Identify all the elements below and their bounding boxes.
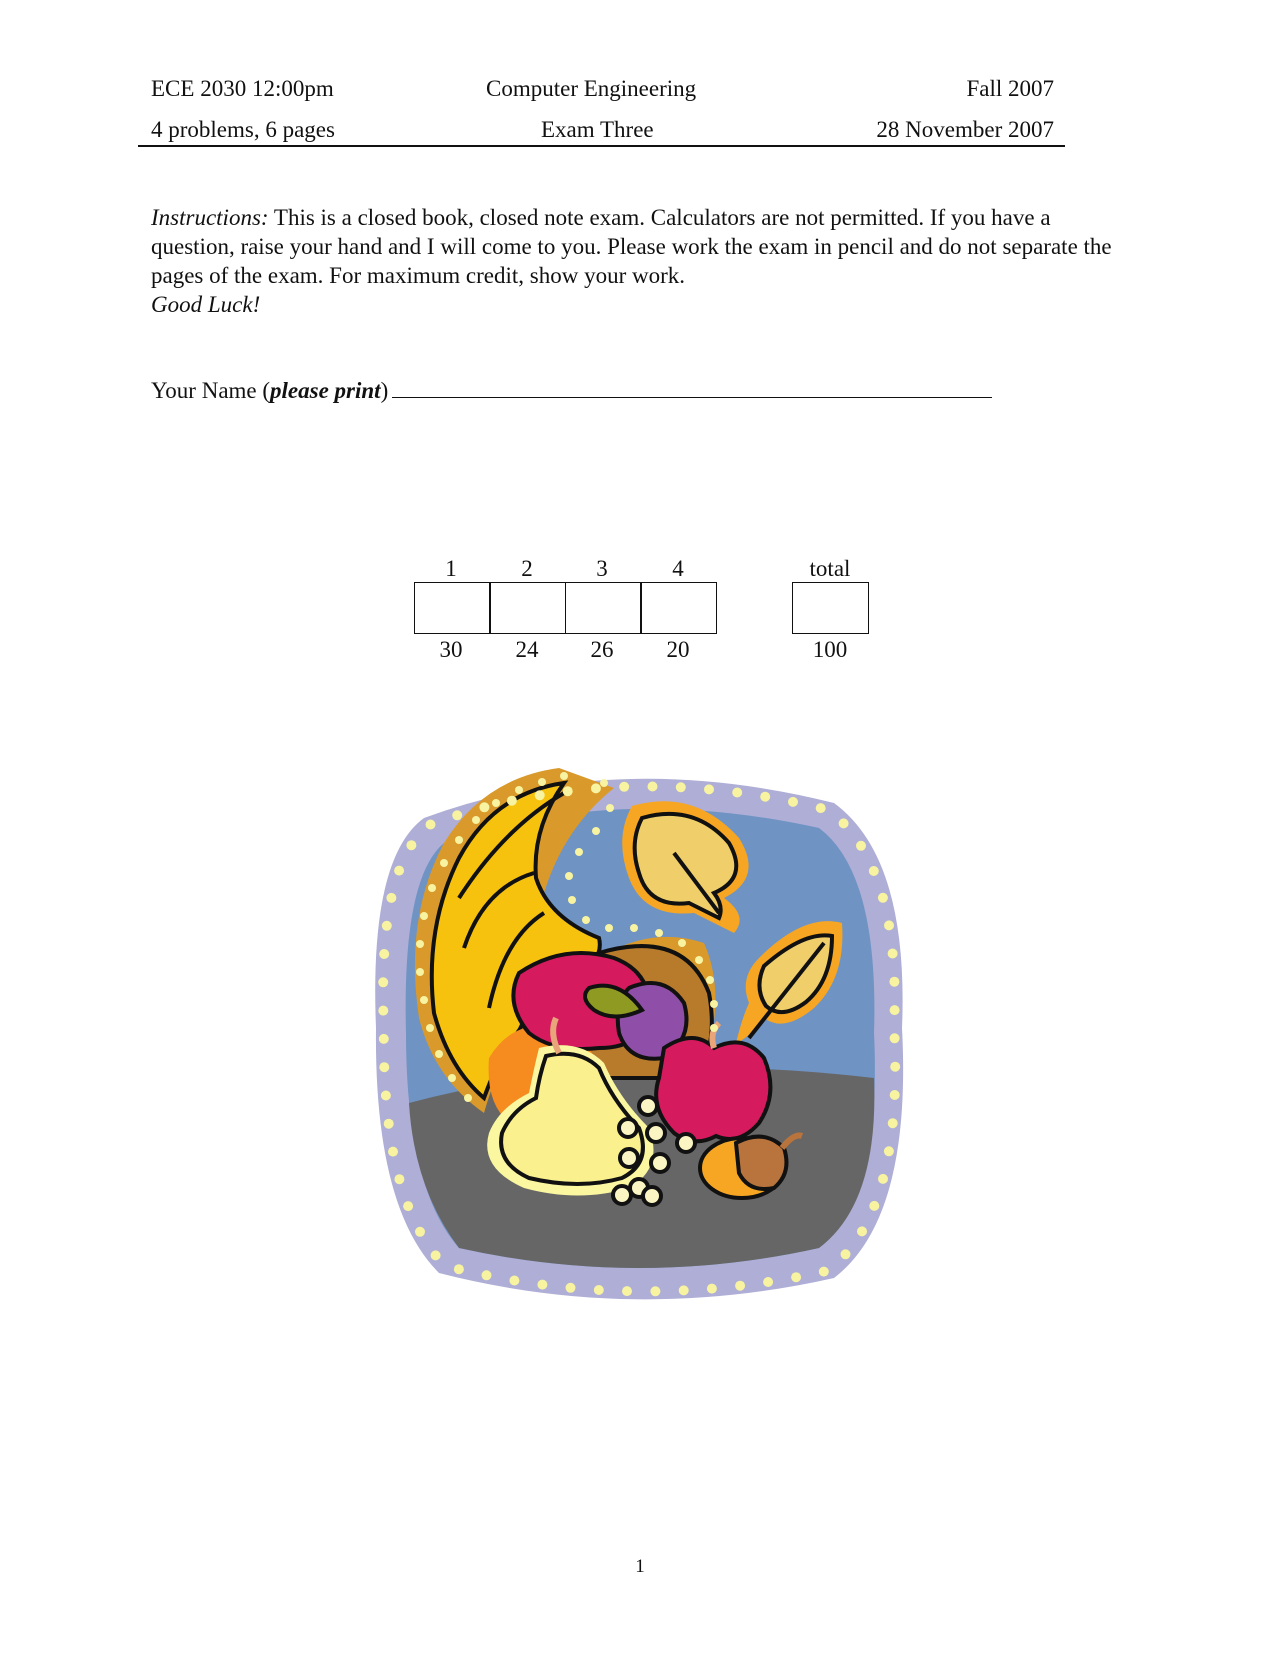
horn-dot	[695, 956, 703, 964]
problem-points: 26	[590, 637, 614, 662]
frame-dot	[415, 1227, 425, 1237]
horn-dot	[515, 786, 523, 794]
instructions	[151, 203, 1131, 319]
horn-dot	[600, 779, 608, 787]
horn-dot	[592, 827, 600, 835]
frame-dot	[878, 893, 888, 903]
horn-dot	[538, 778, 546, 786]
problem-label: 2	[521, 556, 533, 581]
frame-dot	[386, 893, 396, 903]
frame-dot	[888, 949, 898, 959]
horn-dot	[472, 816, 480, 824]
frame-dot	[889, 977, 899, 987]
score-box-4[interactable]	[640, 582, 717, 634]
frame-dot	[537, 1280, 547, 1290]
instructions-lead: Instructions:	[151, 205, 269, 230]
department: Computer Engineering	[486, 76, 697, 101]
name-blank-line[interactable]	[392, 379, 992, 398]
horn-dot	[420, 996, 428, 1004]
total-label: total	[809, 556, 851, 581]
frame-dot	[591, 783, 601, 793]
frame-dot	[763, 1277, 773, 1287]
problem-points: 30	[439, 637, 463, 662]
score-box-2[interactable]	[489, 582, 566, 634]
problem-label: 1	[445, 556, 457, 581]
horn-dot	[605, 924, 613, 932]
frame-dot	[482, 1270, 492, 1280]
instructions-text: This is a closed book, closed note exam. Calculators are not permitted. If you have a question, raise your hand and I will come to you. Please work the exam in pencil and do not separate the pages of the exam. For maximum credit, show your work.	[151, 205, 1112, 288]
horn-dot	[428, 884, 436, 892]
frame-dot	[378, 977, 388, 987]
frame-dot	[403, 1201, 413, 1211]
problem-label: 3	[596, 556, 608, 581]
total-points: 100	[812, 637, 848, 662]
frame-dot	[679, 1285, 689, 1295]
horn-dot	[416, 940, 424, 948]
header-rule	[138, 145, 1065, 147]
horn-dot	[448, 1074, 456, 1082]
fruit-apple-right	[656, 1038, 770, 1141]
course-code: ECE 2030 12:00pm	[151, 76, 334, 101]
horn-dot	[710, 1024, 718, 1032]
frame-dot	[890, 1033, 900, 1043]
frame-dot	[382, 921, 392, 931]
horn-dot	[426, 1024, 434, 1032]
exam-date: 28 November 2007	[876, 117, 1054, 142]
frame-dot	[869, 866, 879, 876]
name-label-emphasis: please print	[270, 378, 381, 403]
frame-dot	[791, 1272, 801, 1282]
frame-dot	[878, 1174, 888, 1184]
frame-dot	[648, 782, 658, 792]
frame-dot	[890, 1090, 900, 1100]
frame-dot	[394, 1174, 404, 1184]
frame-dot	[884, 1146, 894, 1156]
exam-title: Exam Three	[541, 117, 654, 142]
frame-dot	[788, 797, 798, 807]
frame-dot	[869, 1201, 879, 1211]
horn-dot	[440, 859, 448, 867]
problem-label: 4	[672, 556, 684, 581]
frame-dot	[406, 840, 416, 850]
horn-dot	[420, 912, 428, 920]
cornucopia-illustration	[364, 748, 914, 1318]
name-field	[151, 378, 992, 404]
frame-dot	[454, 1264, 464, 1274]
horn-dot	[455, 836, 463, 844]
frame-dot	[735, 1281, 745, 1291]
horn-dot	[655, 929, 663, 937]
frame-dot	[535, 790, 545, 800]
frame-dot	[732, 788, 742, 798]
frame-dot	[707, 1284, 717, 1294]
frame-dot	[509, 1276, 519, 1286]
horn-dot	[435, 1050, 443, 1058]
frame-dot	[704, 784, 714, 794]
frame-dot	[388, 1147, 398, 1157]
frame-dot	[563, 786, 573, 796]
frame-dot	[890, 1005, 900, 1015]
frame-dot	[379, 1034, 389, 1044]
score-box-total[interactable]	[792, 582, 869, 634]
frame-dot	[452, 810, 462, 820]
frame-dot	[857, 1226, 867, 1236]
frame-dot	[884, 920, 894, 930]
page-number: 1	[635, 1556, 645, 1577]
frame-dot	[431, 1250, 441, 1260]
problem-points: 24	[515, 637, 539, 662]
frame-dot	[384, 1119, 394, 1129]
problem-points: 20	[666, 637, 690, 662]
frame-dot	[479, 802, 489, 812]
frame-dot	[619, 782, 629, 792]
frame-dot	[379, 1062, 389, 1072]
horn-dot	[568, 896, 576, 904]
horn-dot	[606, 804, 614, 812]
horn-dot	[630, 924, 638, 932]
instructions-paragraph	[151, 203, 1131, 290]
score-box-3[interactable]	[565, 582, 642, 634]
frame-dot	[378, 1006, 388, 1016]
frame-dot	[819, 1267, 829, 1277]
horn-dot	[492, 799, 500, 807]
horn-dot	[565, 872, 573, 880]
score-box-1[interactable]	[414, 582, 491, 634]
horn-dot	[706, 976, 714, 984]
good-luck: Good Luck!	[151, 292, 261, 317]
frame-dot	[650, 1286, 660, 1296]
horn-dot	[575, 848, 583, 856]
frame-dot	[856, 841, 866, 851]
horn-dot	[710, 1000, 718, 1008]
horn-dot	[678, 939, 686, 947]
frame-dot	[841, 1249, 851, 1259]
horn-dot	[416, 968, 424, 976]
frame-dot	[890, 1062, 900, 1072]
frame-dot	[381, 1091, 391, 1101]
horn-dot	[464, 1094, 472, 1102]
frame-dot	[622, 1286, 632, 1296]
frame-dot	[394, 866, 404, 876]
frame-dot	[507, 796, 517, 806]
frame-dot	[379, 949, 389, 959]
frame-dot	[426, 820, 436, 830]
frame-dot	[760, 792, 770, 802]
frame-dot	[594, 1285, 604, 1295]
term: Fall 2007	[966, 76, 1054, 101]
frame-dot	[839, 818, 849, 828]
frame-dot	[676, 782, 686, 792]
name-label-end: )	[380, 378, 389, 403]
name-label-start: Your Name (	[151, 378, 271, 403]
horn-dot	[582, 916, 590, 924]
problem-count: 4 problems, 6 pages	[151, 117, 335, 142]
frame-dot	[566, 1283, 576, 1293]
frame-dot	[888, 1118, 898, 1128]
frame-dot	[816, 803, 826, 813]
horn-dot	[560, 772, 568, 780]
